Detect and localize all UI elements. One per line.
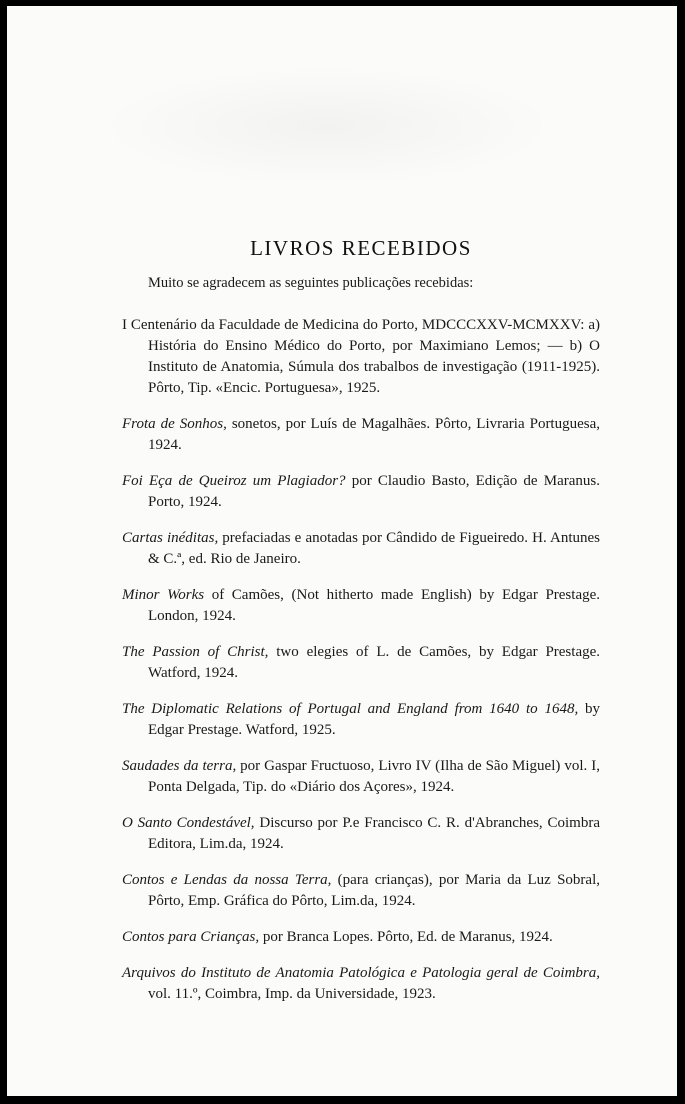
page-content [122, 236, 600, 1015]
book-entry: Cartas inéditas, prefaciadas e anotadas por Cândido de Figueiredo. H. Antunes & C.ª, ed. Rio de Janeiro. [122, 530, 600, 567]
book-entry: Arquivos do Instituto de Anatomia Patológica e Patologia geral de Coimbra, vol. 11.º, Coimbra, Imp. da Universidade, 1923. [122, 965, 600, 1002]
scan-shadow [97, 66, 557, 186]
scanned-page [7, 6, 677, 1096]
page-title: LIVROS RECEBIDOS [250, 236, 472, 260]
book-entry: The Diplomatic Relations of Portugal and England from 1640 to 1648, by Edgar Prestage. Watford, 1925. [122, 701, 601, 738]
book-entry: I Centenário da Faculdade de Medicina do Porto, MDCCCXXV-MCMXXV: a) História do Ensino Médico do Porto, por Maximiano Lemos; — b) O Instituto de Anatomia, Súmula dos trabalbos de investigação (1911-1925). Pôrto, Tip. «Encic. Portuguesa», 1925. [122, 317, 600, 396]
book-entry: Contos para Crianças, por Branca Lopes. Pôrto, Ed. de Maranus, 1924. [122, 929, 553, 945]
book-entry: Contos e Lendas da nossa Terra, (para crianças), por Maria da Luz Sobral, Pôrto, Emp. Gráfica do Pôrto, Lim.da, 1924. [122, 872, 600, 909]
book-entry: Saudades da terra, por Gaspar Fructuoso, Livro IV (Ilha de São Miguel) vol. I, Ponta Delgada, Tip. do «Diário dos Açores», 1924. [122, 758, 600, 795]
book-entry: Frota de Sonhos, sonetos, por Luís de Magalhães. Pôrto, Livraria Portuguesa, 1924. [122, 416, 601, 453]
book-entry: O Santo Condestável, Discurso por P.e Francisco C. R. d'Abranches, Coimbra Editora, Lim.da, 1924. [122, 815, 600, 852]
book-entry: Foi Eça de Queiroz um Plagiador? por Claudio Basto, Edição de Maranus. Porto, 1924. [122, 473, 600, 510]
intro-text: Muito se agradecem as seguintes publicações recebidas: [148, 275, 474, 291]
book-entry: The Passion of Christ, two elegies of L. de Camões, by Edgar Prestage. Watford, 1924. [122, 644, 601, 681]
book-entry: Minor Works of Camões, (Not hitherto made English) by Edgar Prestage. London, 1924. [122, 587, 601, 624]
book-list [122, 315, 600, 1005]
